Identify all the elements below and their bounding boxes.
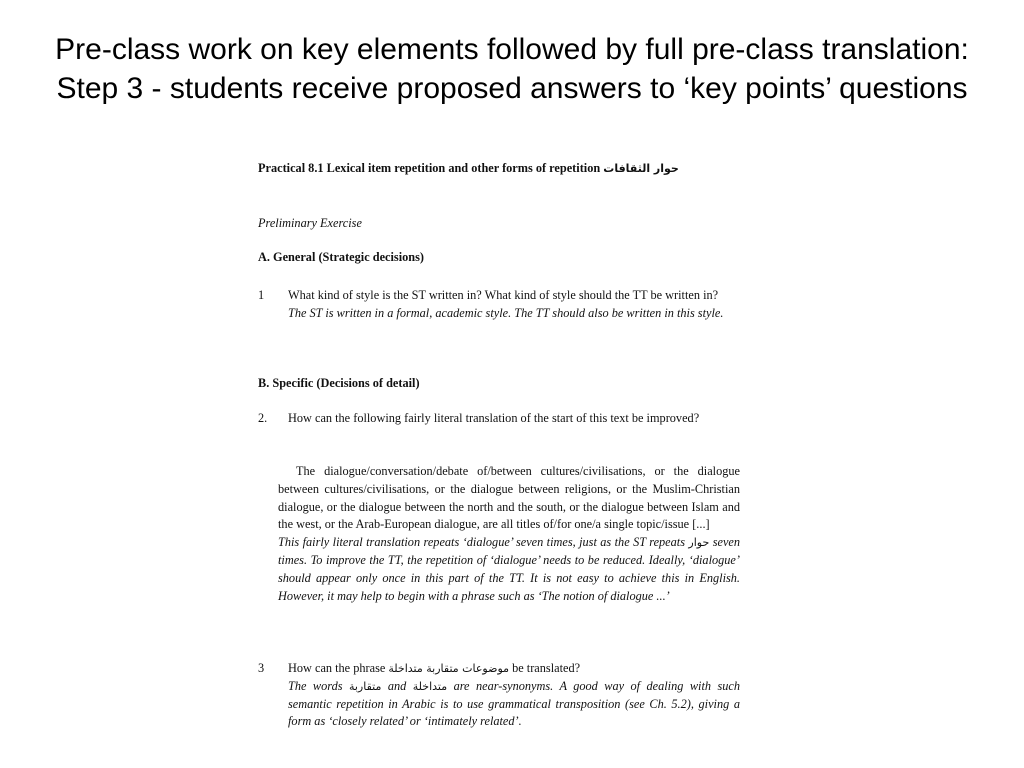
section-b-heading: B. Specific (Decisions of detail) (258, 376, 420, 390)
practical-heading-text: Practical 8.1 Lexical item repetition and other forms of repetition (258, 161, 601, 175)
question-2-quote: The dialogue/conversation/debate of/between cultures/civilisations, or the dialogue between cultures/civilisations, or the dialogue between religions, or the Muslim-Christian dialogue, or the dialogue between the north and the south, or the dialogue between Islam and the west, or the Arab-European dialogue, are all titles of/for one/a single topic/issue [...] (278, 464, 740, 532)
question-3-text (288, 660, 740, 678)
question-3-answer (288, 678, 740, 731)
question-3-text-end: be translated? (512, 661, 581, 675)
question-3-answer-end: are near-synonyms. A good way of dealing with such semantic repetition in Arabic is to use grammatical transposition (see Ch. 5.2), giving a form as ‘closely related’ or ‘intimately related’. (288, 678, 741, 729)
question-2-answer-arabic: حوار (688, 536, 710, 550)
question-3-number: 3 (258, 661, 265, 675)
question-2-answer-end: seven times. To improve the TT, the repetition of ‘dialogue’ needs to be reduced. Ideally, ‘dialogue’ should appear only once in this part of the TT. It is not easy to achieve this in English. However, it may help to begin with a phrase such as ‘The notion of dialogue ...’ (278, 535, 741, 603)
question-3-arabic-phrase: موضوعات متقاربة متداخلة (388, 662, 510, 675)
question-1-number: 1 (258, 288, 265, 302)
question-3-answer-arabic-1: متقاربة (348, 679, 382, 693)
question-2-answer-start: This fairly literal translation repeats ‘dialogue’ seven times, just as the ST repeats (278, 535, 685, 550)
question-3-text-start: How can the phrase (288, 661, 386, 675)
question-2-text: How can the following fairly literal translation of the start of this text be improved? (288, 411, 700, 425)
question-2 (258, 410, 740, 428)
question-1-answer: The ST is written in a formal, academic style. The TT should also be written in this style. (288, 305, 724, 320)
question-3-answer-and: and (387, 678, 407, 693)
question-2-answer (278, 534, 740, 605)
question-3-answer-start: The words (288, 678, 343, 693)
question-2-quote-block (278, 463, 740, 605)
question-3-answer-arabic-2: متداخلة (412, 679, 448, 693)
slide-title: Pre-class work on key elements followed by full pre-class translation: Step 3 - students receive proposed answers to ‘key points’ questions (55, 33, 969, 105)
question-1 (258, 287, 740, 323)
section-a-heading: A. General (Strategic decisions) (258, 250, 424, 264)
question-3 (258, 660, 740, 731)
practical-heading-arabic: حوار الثقافات (603, 162, 679, 175)
document-excerpt (258, 160, 741, 729)
question-1-text: What kind of style is the ST written in? What kind of style should the TT be written in? (288, 288, 719, 302)
question-2-number: 2. (258, 411, 268, 425)
preliminary-exercise-label: Preliminary Exercise (258, 216, 362, 230)
practical-heading (258, 160, 740, 178)
